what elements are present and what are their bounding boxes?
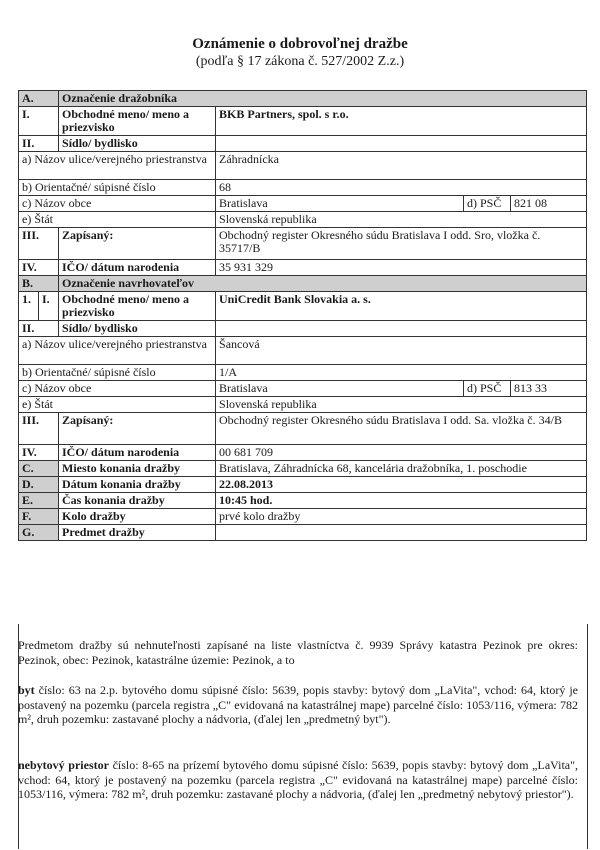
section-e-row bbox=[19, 493, 587, 509]
section-g-value bbox=[216, 525, 587, 541]
section-b-label: B. bbox=[19, 276, 59, 292]
section-c-heading: Miesto konania dražby bbox=[59, 461, 216, 477]
business-name-value: BKB Partners, spol. s r.o. bbox=[216, 107, 587, 136]
auction-round-value: prvé kolo dražby bbox=[216, 509, 587, 525]
row-prefix: 1. bbox=[19, 292, 39, 321]
city-value: Bratislava bbox=[216, 196, 464, 212]
form-row bbox=[19, 321, 587, 337]
form-row bbox=[19, 292, 587, 321]
city-label: c) Názov obce bbox=[19, 196, 216, 212]
city-label: c) Názov obce bbox=[19, 381, 216, 397]
apartment-lead: byt bbox=[18, 683, 35, 697]
nonresidential-text: číslo: 8-65 na prízemí bytového domu súpisné číslo: 5639, popis stavby: bytový dom „LaVita", vchod: 64, ktorý je postavený na pozemku (parcela registra „C" evidovaná na katastrálnej mape) parcelné číslo: 1053/116, výmera: 782 m², druh pozemku: zastavané plochy a nádvoria, (ďalej len „predmetný nebytový priestor"). bbox=[18, 758, 578, 801]
row-number: II. bbox=[19, 136, 59, 152]
street-label: a) Názov ulice/verejného priestranstva bbox=[19, 337, 216, 365]
form-row bbox=[19, 445, 587, 461]
auction-place-value: Bratislava, Záhradnícka 68, kancelária dražobníka, 1. poschodie bbox=[216, 461, 587, 477]
section-a-heading: Označenie dražobníka bbox=[59, 91, 587, 107]
psc-value: 821 08 bbox=[511, 196, 587, 212]
psc-label: d) PSČ bbox=[464, 196, 511, 212]
section-a-label: A. bbox=[19, 91, 59, 107]
ico-label: IČO/ dátum narodenia bbox=[59, 445, 216, 461]
ico-label: IČO/ dátum narodenia bbox=[59, 260, 216, 276]
register-label: Zapísaný: bbox=[59, 228, 216, 260]
state-value: Slovenská republika bbox=[216, 212, 587, 228]
form-row bbox=[19, 337, 587, 365]
row-number: I. bbox=[39, 292, 59, 321]
seat-value bbox=[216, 321, 587, 337]
city-value: Bratislava bbox=[216, 381, 464, 397]
row-number: I. bbox=[19, 107, 59, 136]
seat-label: Sídlo/ bydlisko bbox=[59, 136, 216, 152]
ico-value: 35 931 329 bbox=[216, 260, 587, 276]
street-label: a) Názov ulice/verejného priestranstva bbox=[19, 152, 216, 180]
section-e-heading: Čas konania dražby bbox=[59, 493, 216, 509]
business-name-label: Obchodné meno/ meno a priezvisko bbox=[59, 107, 216, 136]
document-title: Oznámenie o dobrovoľnej dražbe bbox=[192, 36, 408, 52]
section-d-heading: Dátum konania dražby bbox=[59, 477, 216, 493]
row-number: II. bbox=[19, 321, 59, 337]
business-name-value: UniCredit Bank Slovakia a. s. bbox=[216, 292, 587, 321]
document-subtitle: (podľa § 17 zákona č. 527/2002 Z.z.) bbox=[195, 54, 405, 69]
form-row bbox=[19, 228, 587, 260]
register-value: Obchodný register Okresného súdu Bratislava I odd. Sro, vložka č. 35717/B bbox=[216, 228, 587, 260]
business-name-label: Obchodné meno/ meno a priezvisko bbox=[59, 292, 216, 321]
street-value: Šancová bbox=[216, 337, 587, 365]
seat-label: Sídlo/ bydlisko bbox=[59, 321, 216, 337]
psc-label: d) PSČ bbox=[464, 381, 511, 397]
auction-date-value: 22.08.2013 bbox=[216, 477, 587, 493]
number-value: 68 bbox=[216, 180, 587, 196]
state-label: e) Štát bbox=[19, 397, 216, 413]
form-row bbox=[19, 413, 587, 445]
form-row bbox=[19, 260, 587, 276]
section-f-row bbox=[19, 509, 587, 525]
form-row bbox=[19, 136, 587, 152]
ico-value: 00 681 709 bbox=[216, 445, 587, 461]
form-row bbox=[19, 152, 587, 180]
section-f-label: F. bbox=[19, 509, 59, 525]
section-d-label: D. bbox=[19, 477, 59, 493]
section-d-row bbox=[19, 477, 587, 493]
subject-nonresidential bbox=[18, 758, 578, 802]
row-number: IV. bbox=[19, 445, 59, 461]
form-row bbox=[19, 381, 587, 397]
form-row bbox=[19, 107, 587, 136]
auction-form-table bbox=[18, 90, 587, 541]
form-row bbox=[19, 365, 587, 381]
apartment-text: číslo: 63 na 2.p. bytového domu súpisné číslo: 5639, popis stavby: bytový dom „LaVita", vchod: 64, ktorý je postavený na pozemku (parcela registra „C" evidovaná na katastrálnej mape) parcelné číslo: 1053/116, výmera: 782 m², druh pozemku: zastavané plochy a nádvoria, (ďalej len „predmetný byt"). bbox=[18, 683, 578, 726]
section-g-heading: Predmet dražby bbox=[59, 525, 216, 541]
section-b-header bbox=[19, 276, 587, 292]
register-label: Zapísaný: bbox=[59, 413, 216, 445]
register-value: Obchodný register Okresného súdu Bratislava I odd. Sa. vložka č. 34/B bbox=[216, 413, 587, 445]
section-g-label: G. bbox=[19, 525, 59, 541]
form-row bbox=[19, 397, 587, 413]
subject-apartment bbox=[18, 683, 578, 727]
row-number: IV. bbox=[19, 260, 59, 276]
section-g-row bbox=[19, 525, 587, 541]
row-number: III. bbox=[19, 228, 59, 260]
row-number: III. bbox=[19, 413, 59, 445]
state-label: e) Štát bbox=[19, 212, 216, 228]
form-row bbox=[19, 212, 587, 228]
number-label: b) Orientačné/ súpisné číslo bbox=[19, 180, 216, 196]
number-label: b) Orientačné/ súpisné číslo bbox=[19, 365, 216, 381]
state-value: Slovenská republika bbox=[216, 397, 587, 413]
seat-value bbox=[216, 136, 587, 152]
section-a-header bbox=[19, 91, 587, 107]
form-row bbox=[19, 196, 587, 212]
section-c-row bbox=[19, 461, 587, 477]
street-value: Záhradnícka bbox=[216, 152, 587, 180]
auction-time-value: 10:45 hod. bbox=[216, 493, 587, 509]
form-row bbox=[19, 180, 587, 196]
subject-intro: Predmetom dražby sú nehnuteľnosti zapísané na liste vlastníctva č. 9939 Správy katastra Pezinok pre okres: Pezinok, obec: Pezinok, katastrálne územie: Pezinok, a to bbox=[18, 638, 578, 667]
section-b-heading: Označenie navrhovateľov bbox=[59, 276, 587, 292]
psc-value: 813 33 bbox=[511, 381, 587, 397]
section-e-label: E. bbox=[19, 493, 59, 509]
section-c-label: C. bbox=[19, 461, 59, 477]
number-value: 1/A bbox=[216, 365, 587, 381]
section-f-heading: Kolo dražby bbox=[59, 509, 216, 525]
nonresidential-lead: nebytový priestor bbox=[18, 758, 109, 772]
